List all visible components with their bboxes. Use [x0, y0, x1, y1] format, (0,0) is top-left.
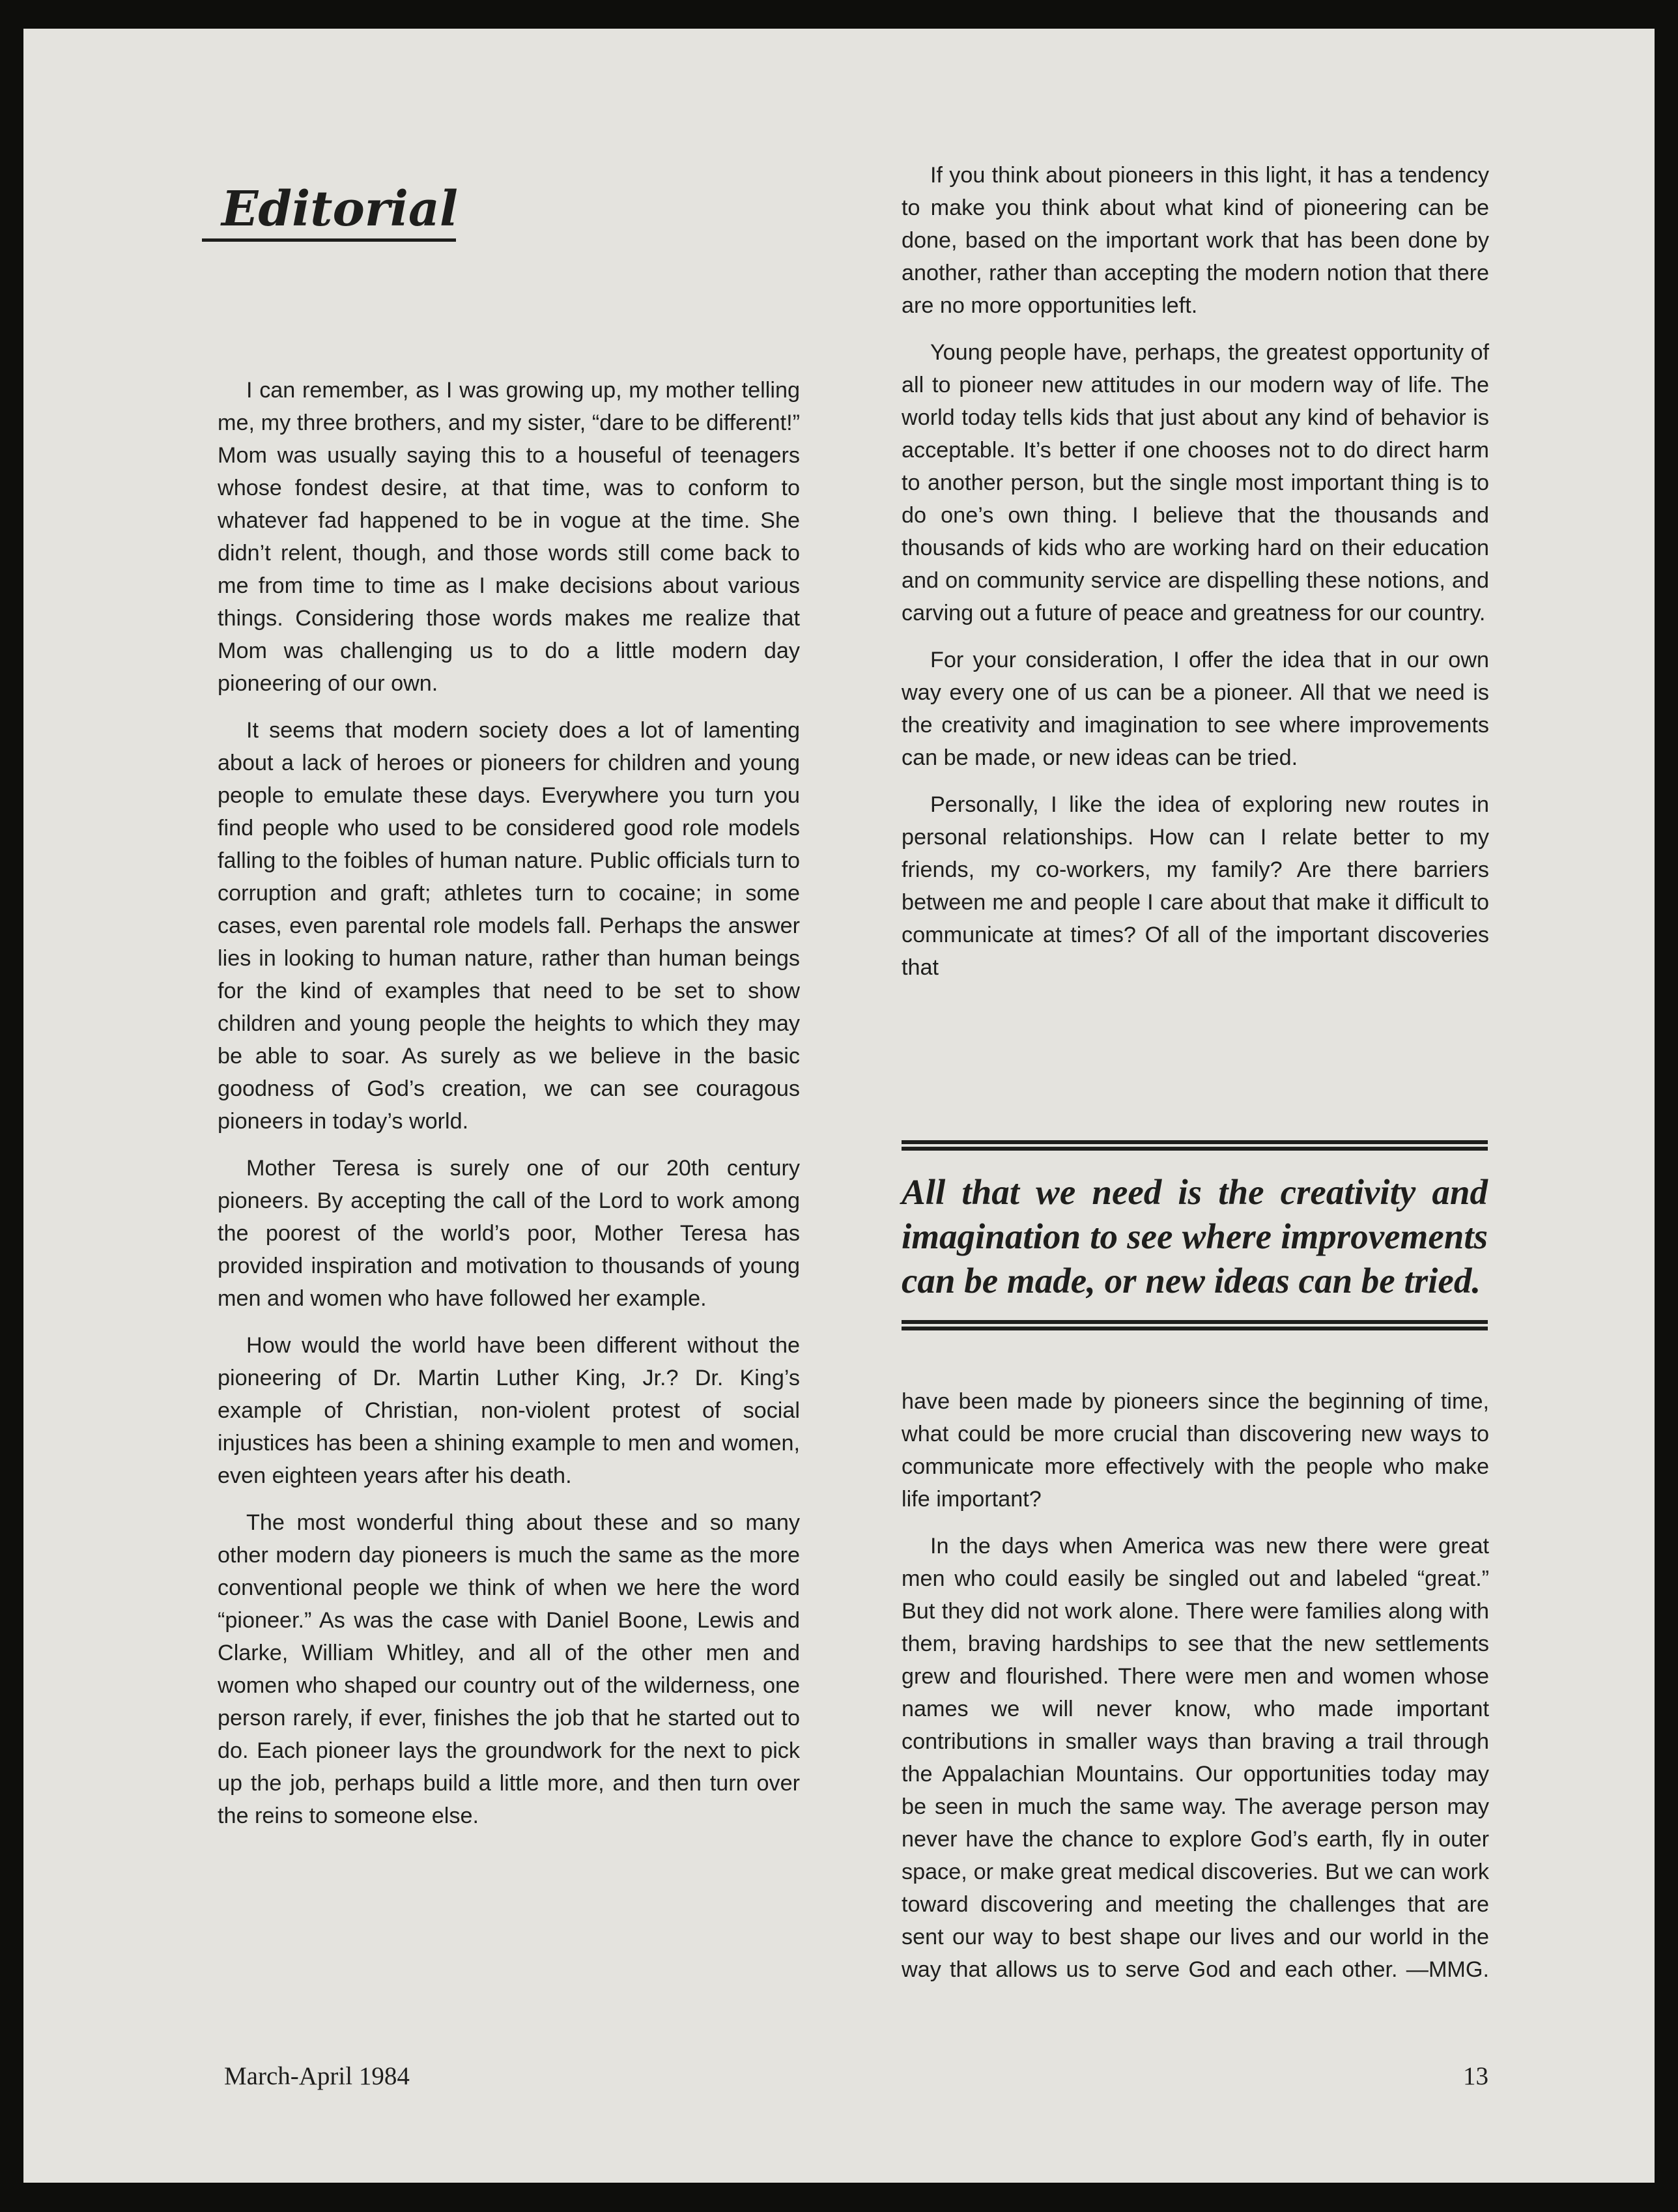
editorial-heading: Editorial — [202, 185, 456, 242]
paragraph: If you think about pioneers in this light, it has a tendency to make you think about what kind of pioneering can be done, based on the important work that has been done by another, rather than accepting the modern notion that there are no more opportunities left. — [902, 163, 1489, 318]
paragraph: How would the world have been different without the pioneering of Dr. Martin Luther King, Jr.? Dr. King’s example of Christian, non-violent protest of social injustices has been a shining example to men and women, even eighteen years after his death. — [218, 1333, 800, 1488]
right-column-bottom — [902, 1385, 1489, 2000]
magazine-page — [23, 29, 1655, 2183]
paragraph: have been made by pioneers since the beginning of time, what could be more crucial than discovering new ways to communicate more effectively with the people who make life important? — [902, 1389, 1489, 1512]
left-column — [218, 374, 800, 1846]
right-column-top — [902, 159, 1489, 998]
paragraph: I can remember, as I was growing up, my mother telling me, my three brothers, and my sister, “dare to be different!” Mom was usually saying this to a houseful of teenagers whose fondest desire, at that time, was to conform to whatever fad happened to be in vogue at the time. She didn’t relent, though, and those words still come back to me from time to time as I make decisions about various things. Considering those words makes me realize that Mom was challenging us to do a little modern day pioneering of our own. — [218, 378, 800, 696]
paragraph-with-signature: In the days when America was new there were great men who could easily be singled out and labeled “great.” But they did not work alone. There were families along with them, braving hardships to see that the new settlements grew and flourished. There were men and women whose names we will never know, who made important contributions in smaller ways than braving a trail through the Appalachian Mountains. Our opportunities today may be seen in much the same way. The average person may never have the chance to explore God’s earth, fly in outer space, or make great medical discoveries. But we can work toward discovering and meeting the challenges that are sent our way to best shape our lives and our world in the way that allows us to serve God and each other. —MMG. — [902, 1534, 1489, 1982]
page-number: 13 — [1463, 2062, 1488, 2090]
paragraph: For your consideration, I offer the idea that in our own way every one of us can be a pioneer. All that we need is the creativity and imagination to see where improvements can be made, or new ideas can be tried. — [902, 648, 1489, 770]
paragraph: Personally, I like the idea of exploring new routes in personal relationships. How can I relate better to my friends, my co-workers, my family? Are there barriers between me and people I care about that make it difficult to communicate at times? Of all of the important discoveries that — [902, 792, 1489, 980]
paragraph: Young people have, perhaps, the greatest opportunity of all to pioneer new attitudes in our modern way of life. The world today tells kids that just about any kind of behavior is acceptable. It’s better if one chooses not to do direct harm to another person, but the single most important thing is to do one’s own thing. I believe that the thousands and thousands of kids who are working hard on their education and on community service are dispelling these notions, and carving out a future of peace and greatness for our country. — [902, 340, 1489, 625]
pull-quote — [902, 1140, 1488, 1330]
pull-quote-bottom-rule — [902, 1320, 1488, 1330]
paragraph: The most wonderful thing about these and so many other modern day pioneers is much the same as the more conventional people we think of when we here the word “pioneer.” As was the case with Daniel Boone, Lewis and Clarke, William Whitley, and all of the other men and women who shaped our country out of the wilderness, one person rarely, if ever, finishes the job that he started out to do. Each pioneer lays the groundwork for the next to pick up the job, perhaps build a little more, and then turn over the reins to someone else. — [218, 1510, 800, 1828]
paragraph: Mother Teresa is surely one of our 20th century pioneers. By accepting the call of the Lord to work among the poorest of the world’s poor, Mother Teresa has provided inspiration and motivation to thousands of young men and women who have followed her example. — [218, 1156, 800, 1311]
pull-quote-text: All that we need is the creativity and imagination to see where improvements can be made, or new ideas can be tried. — [902, 1172, 1488, 1300]
issue-date: March-April 1984 — [224, 2062, 410, 2090]
paragraph: It seems that modern society does a lot of lamenting about a lack of heroes or pioneers for children and young people to emulate these days. Everywhere you turn you find people who used to be considered good role models falling to the foibles of human nature. Public officials turn to corruption and graft; athletes turn to cocaine; in some cases, even parental role models fall. Perhaps the answer lies in looking to human nature, rather than human beings for the kind of examples that need to be set to show children and young people the heights to which they may be able to soar. As surely as we believe in the basic goodness of God’s creation, we can see couragous pioneers in today’s world. — [218, 718, 800, 1134]
pull-quote-top-rule — [902, 1140, 1488, 1151]
